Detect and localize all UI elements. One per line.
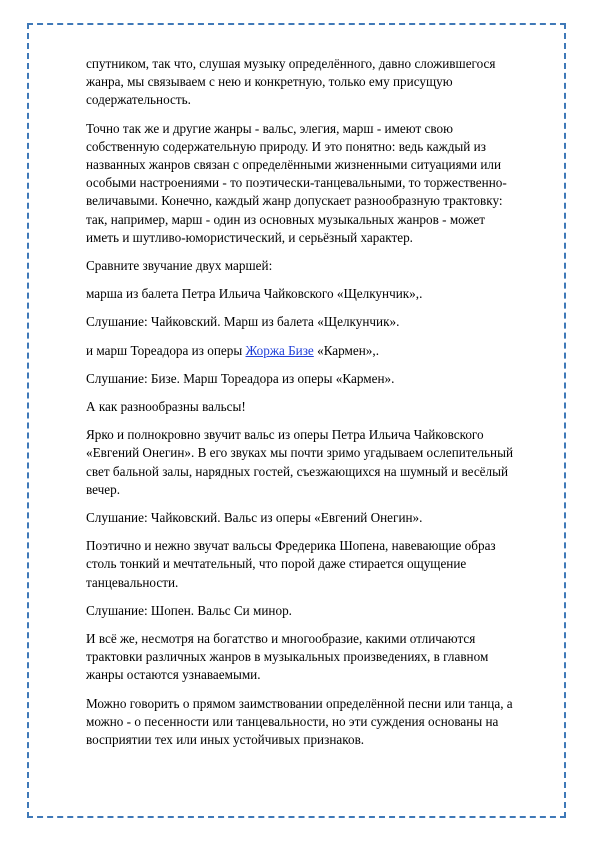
paragraph-listening-chopin: Слушание: Шопен. Вальс Си минор. (86, 602, 292, 618)
paragraph-toreador-march (86, 342, 518, 360)
paragraph-listening-nutcracker: Слушание: Чайковский. Марш из балета «Щелкунчик». (86, 314, 400, 330)
toreador-text-before: и марш Тореадора из оперы (86, 342, 246, 358)
paragraph-onegin-waltz: Ярко и полнокровно звучит вальс из оперы Петра Ильича Чайковского «Евгений Онегин». В его звуках мы почти зримо угадываем ослепительный свет бальной залы, нарядных гостей, съезжающихся на шумный и весёлый вечер. (86, 427, 514, 497)
paragraph-waltzes-intro: А как разнообразны вальсы! (86, 399, 246, 415)
paragraph-other-genres: Точно так же и другие жанры - вальс, элегия, марш - имеют свою собственную содержательную природу. И это понятно: ведь каждый из названных жанров связан с определёнными жизненными ситуациями или особыми настроениями - то поэтически-танцевальными, то торжественно-величавыми. Конечно, каждый жанр допускает разнообразную трактовку: так, например, марш - один из основных музыкальных жанров - может иметь и шутливо-юмористический, и серьёзный характер. (86, 120, 507, 245)
paragraph-genre-content: спутником, так что, слушая музыку определённого, давно сложившегося жанра, мы связываем с нею и конкретную, только ему присущую содержательность. (86, 56, 496, 108)
paragraph-chopin-waltzes: Поэтично и нежно звучат вальсы Фредерика Шопена, навевающие образ столь тонкий и мечтательный, что порой даже стирается ощущение танцевальности. (86, 538, 496, 590)
document-body (86, 55, 518, 759)
paragraph-compare-marches: Сравните звучание двух маршей: (86, 258, 273, 274)
paragraph-genres-recognizable: И всё же, несмотря на богатство и многообразие, какими отличаются трактовки различных жанров в музыкальных произведениях, в главном жанры остаются узнаваемыми. (86, 631, 489, 683)
paragraph-listening-onegin: Слушание: Чайковский. Вальс из оперы «Евгений Онегин». (86, 510, 423, 526)
paragraph-borrowing: Можно говорить о прямом заимствовании определённой песни или танца, а можно - о песенности или танцевальности, но эти суждения основаны на восприятии тех или иных устойчивых признаков. (86, 695, 513, 748)
bizet-link[interactable]: Жоржа Бизе (245, 342, 314, 358)
paragraph-listening-carmen: Слушание: Бизе. Марш Тореадора из оперы «Кармен». (86, 370, 395, 386)
paragraph-nutcracker-march: марша из балета Петра Ильича Чайковского «Щелкунчик»,. (86, 286, 423, 302)
toreador-text-after: «Кармен»,. (313, 342, 379, 358)
